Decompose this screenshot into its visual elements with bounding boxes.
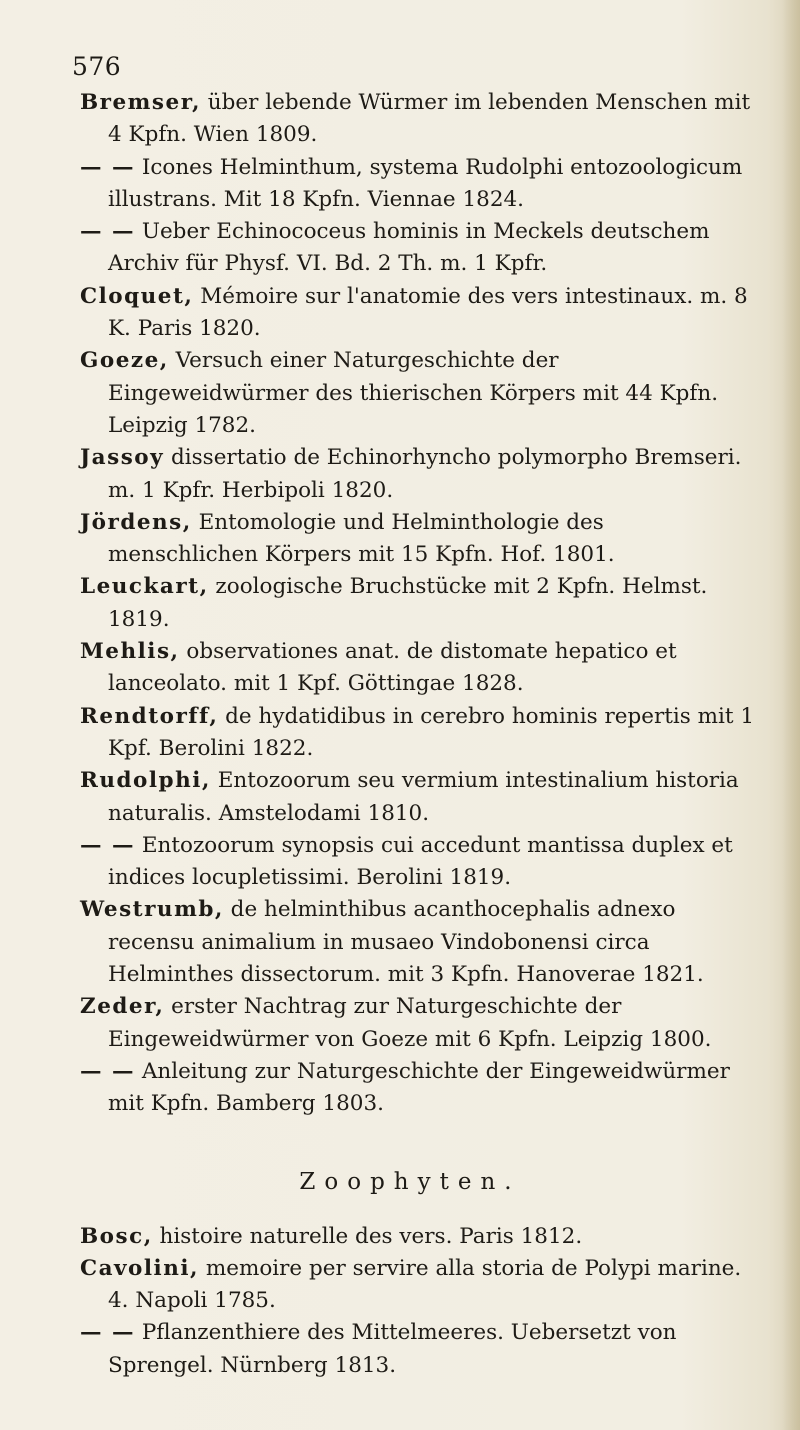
entries-group-helminths [80, 87, 760, 1121]
entry-author: — — [80, 154, 135, 180]
entries-group-zoophytes [80, 1221, 760, 1382]
entry-author: Bremser, [80, 90, 201, 115]
entry-text: Versuch einer Naturgeschichte der Eingeweidwürmer des thierischen Körpers mit 44 Kpfn. Leipzig 1782. [108, 348, 719, 438]
entry-author: Goeze, [80, 348, 169, 374]
bibliography-entry [80, 345, 760, 442]
entry-text: de hydatidibus in cerebro hominis repertis mit 1 Kpf. Berolini 1822. [108, 703, 755, 761]
entry-text: de helminthibus acanthocephalis adnexo recensu animalium in musaeo Vindobonensi circa Helminthes dissectorum. mit 3 Kpfn. Hanoverae 1821. [108, 897, 704, 988]
bibliography-entry [80, 636, 760, 701]
entry-author: Leuckart, [80, 574, 209, 600]
entry-author: Cavolini, [80, 1255, 199, 1281]
bibliography-entry [80, 152, 760, 217]
entry-text: memoire per servire alla storia de Polypi marine. 4. Napoli 1785. [108, 1255, 742, 1314]
bibliography-entry [80, 571, 760, 636]
bibliography-entry [80, 442, 760, 507]
entry-text: Ueber Echinococeus hominis in Meckels deutschem Archiv für Physf. VI. Bd. 2 Th. m. 1 Kpfr. [108, 219, 710, 277]
bibliography-entry [80, 87, 760, 152]
bibliography-entry [80, 830, 760, 895]
entry-author: Westrumb, [80, 897, 224, 923]
entry-text: Mémoire sur l'anatomie des vers intestinaux. m. 8 K. Paris 1820. [108, 283, 748, 342]
entry-author: — — [80, 219, 135, 245]
entry-text: über lebende Würmer im lebenden Menschen mit 4 Kpfn. Wien 1809. [108, 90, 751, 148]
entry-text: dissertatio de Echinorhyncho polymorpho Bremseri. m. 1 Kpfr. Herbipoli 1820. [108, 445, 742, 503]
bibliography-entry [80, 894, 760, 991]
bibliography-entry [80, 991, 760, 1056]
entry-text: Icones Helminthum, systema Rudolphi entozoologicum illustrans. Mit 18 Kpfn. Viennae 1824. [108, 154, 743, 212]
entry-text: zoologische Bruchstücke mit 2 Kpfn. Helmst. 1819. [108, 574, 708, 632]
entry-text: observationes anat. de distomate hepatico et lanceolato. mit 1 Kpf. Göttingae 1828. [108, 639, 677, 697]
section-heading-zoophytes: Zoophyten. [299, 1168, 521, 1195]
bibliography-entry [80, 1317, 760, 1382]
entry-text: Entomologie und Helminthologie des menschlichen Körpers mit 15 Kpfn. Hof. 1801. [108, 509, 615, 568]
entry-text: erster Nachtrag zur Naturgeschichte der Eingeweidwürmer von Goeze mit 6 Kpfn. Leipzig 1800. [108, 994, 712, 1052]
bibliography-entry [80, 765, 760, 830]
entry-text: Entozoorum seu vermium intestinalium historia naturalis. Amstelodami 1810. [108, 768, 739, 826]
entry-text: Anleitung zur Naturgeschichte der Eingeweidwürmer mit Kpfn. Bamberg 1803. [108, 1058, 730, 1117]
bibliography-entry [80, 216, 760, 281]
entry-text: Entozoorum synopsis cui accedunt mantissa duplex et indices locupletissimi. Berolini 1819. [108, 832, 733, 891]
bibliography-entry [80, 281, 760, 346]
page-number: 576 [72, 52, 122, 81]
bibliography-entry [80, 1221, 760, 1253]
entry-author: Jassoy [80, 445, 165, 471]
bibliography-entry [80, 507, 760, 572]
entry-author: Mehlis, [80, 639, 180, 665]
bibliography-list [80, 87, 760, 1382]
bibliography-entry [80, 1056, 760, 1121]
entry-text: histoire naturelle des vers. Paris 1812. [152, 1223, 583, 1249]
entry-author: Cloquet, [80, 283, 194, 309]
entry-author: Rudolphi, [80, 768, 211, 794]
bibliography-entry [80, 1253, 760, 1318]
entry-author: Rendtorff, [80, 703, 219, 729]
bibliography-entry [80, 701, 760, 766]
entry-author: — — [80, 832, 135, 858]
entry-author: — — [80, 1320, 135, 1346]
entry-text: Pflanzenthiere des Mittelmeeres. Uebersetzt von Sprengel. Nürnberg 1813. [108, 1320, 677, 1378]
entry-author: Zeder, [80, 994, 165, 1020]
entry-author: Bosc, [80, 1223, 153, 1249]
page-edge-shadow [782, 0, 800, 1430]
entry-author: — — [80, 1058, 135, 1084]
entry-author: Jördens, [80, 509, 192, 535]
